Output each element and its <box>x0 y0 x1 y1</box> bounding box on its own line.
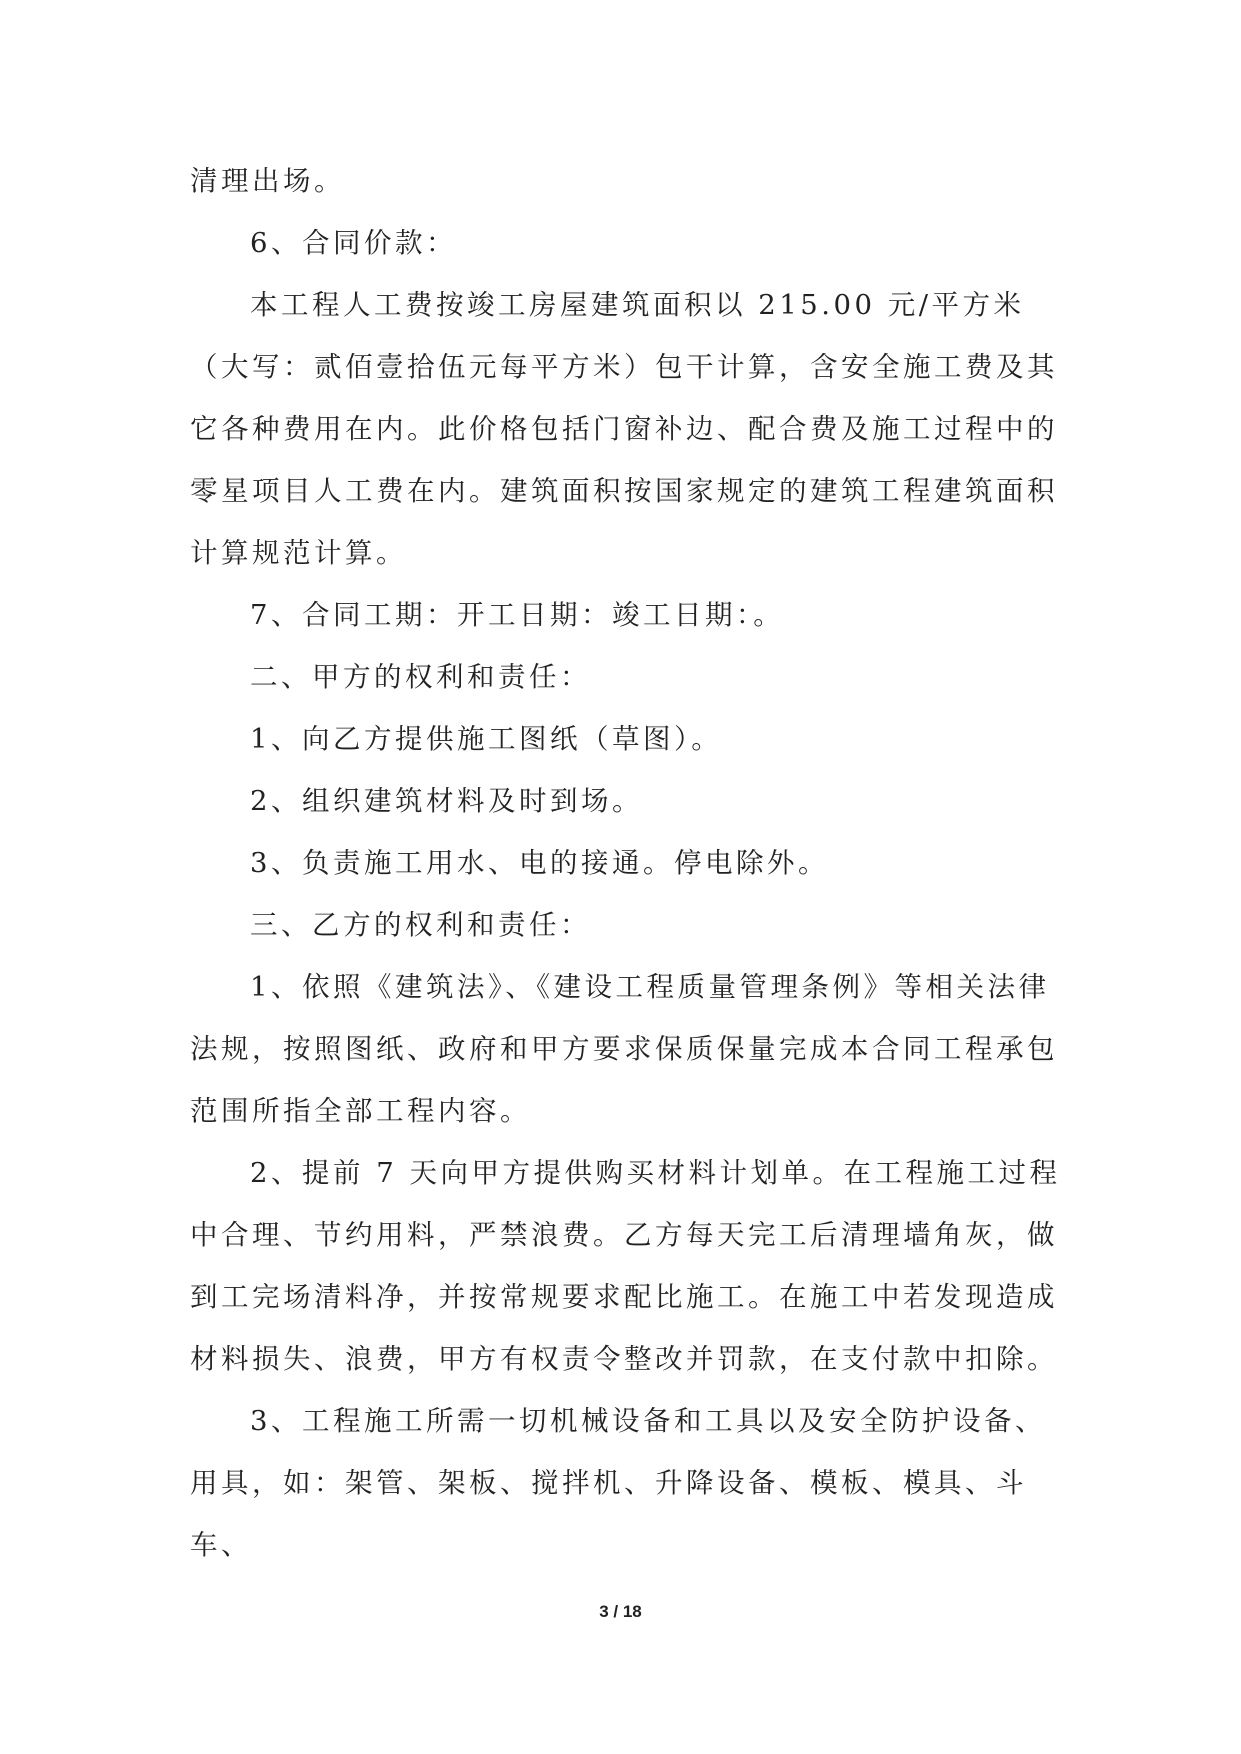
paragraph-6: 1、向乙方提供施工图纸（草图）。 <box>250 723 723 755</box>
document-body <box>190 150 1062 1576</box>
page-number: 3 / 18 <box>599 1602 642 1621</box>
paragraph-11: 2、提前 7 天向甲方提供购买材料计划单。在工程施工过程中合理、节约用料，严禁浪费。乙方每天完工后清理墙角灰，做到工完场清料净，并按常规要求配比施工。在施工中若发现造成材料损失、浪费，甲方有权责令整改并罚款，在支付款中扣除。 <box>190 1157 1061 1375</box>
paragraph-7: 2、组织建筑材料及时到场。 <box>250 785 643 817</box>
paragraph-4: 7、合同工期：开工日期：竣工日期：。 <box>250 599 785 631</box>
paragraph-3: 本工程人工费按竣工房屋建筑面积以 215.00 元/平方米（大写：贰佰壹拾伍元每平方米）包干计算，含安全施工费及其它各种费用在内。此价格包括门窗补边、配合费及施工过程中的零星项目人工费在内。建筑面积按国家规定的建筑工程建筑面积计算规范计算。 <box>190 289 1058 569</box>
paragraph-12: 3、工程施工所需一切机械设备和工具以及安全防护设备、用具，如：架管、架板、搅拌机、升降设备、模板、模具、斗车、 <box>190 1405 1046 1561</box>
paragraph-5: 二、甲方的权利和责任： <box>250 661 591 693</box>
paragraph-1: 清理出场。 <box>190 165 345 197</box>
paragraph-10: 1、依照《建筑法》、《建设工程质量管理条例》等相关法律法规，按照图纸、政府和甲方要求保质保量完成本合同工程承包范围所指全部工程内容。 <box>190 971 1058 1127</box>
paragraph-9: 三、乙方的权利和责任： <box>250 909 591 941</box>
paragraph-8: 3、负责施工用水、电的接通。停电除外。 <box>250 847 829 879</box>
paragraph-2: 6、合同价款： <box>250 227 457 259</box>
